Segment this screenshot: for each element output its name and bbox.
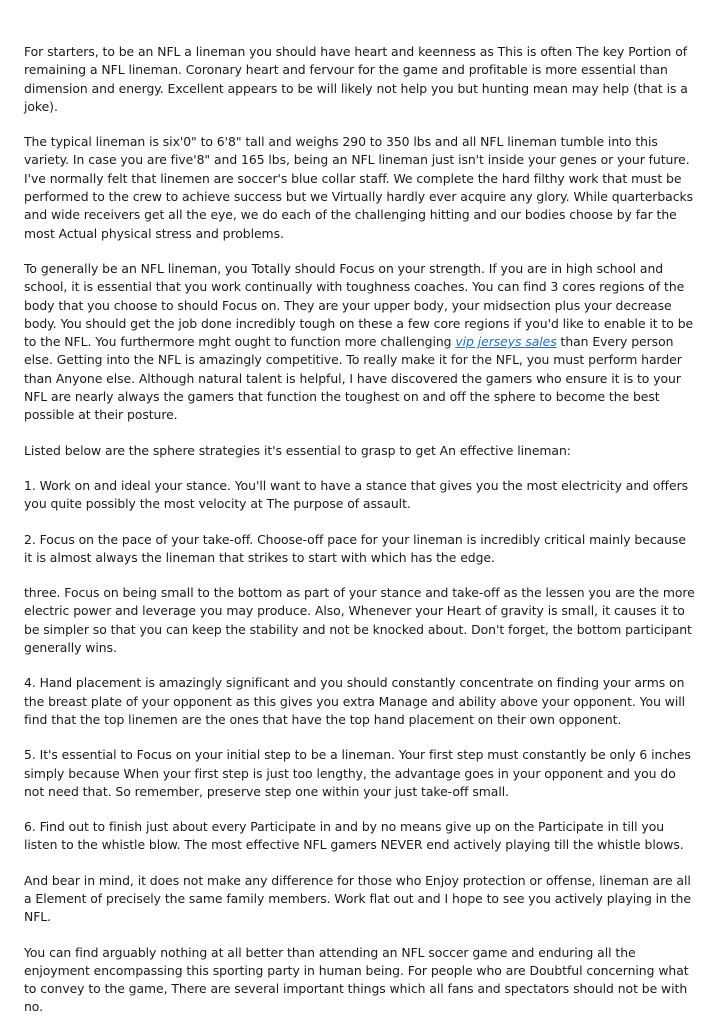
paragraph-tip-2: 2. Focus on the pace of your take-off. Choose-off pace for your lineman is incredibly critical mainly because it is almost always the lineman that strikes to start with which has the edge. (24, 531, 686, 565)
paragraph-tip-5: 5. It's essential to Focus on your initial step to be a lineman. Your first step must constantly be only 6 inches simply because When your first step is just too lengthy, the advantage goes in your opponent and you do not need that. So remember, preserve step one within your just take-off small. (24, 747, 691, 799)
paragraph-attending-game: You can find arguably nothing at all better than attending an NFL soccer game and enduring all the enjoyment encompassing this sporting party in human being. For people who are Doubtful concerning what to convey to the game, There are several important things which all fans and spectators should not be with no. (24, 944, 689, 1015)
paragraph-intro: For starters, to be an NFL a lineman you should have heart and keenness as This is often The key Portion of remaining a NFL lineman. Coronary heart and fervour for the game and profitable is more essential than dimension and energy. Excellent appears to be will likely not help you but hunting mean may help (that is a joke). (24, 44, 688, 114)
paragraph-strength-text-before: To generally be an NFL lineman, you Totally should Focus on your strength. If you are in high school and school, it is essential that you work continually with toughness coaches. You can find 3 cores regions of the body that you choose to should Focus on. They are your upper body, your midsection plus your decrease body. You should get the job done incredibly tough on these a few core regions if you'd like to enable it to be to the NFL. You furthermore mght ought to function more challenging (24, 260, 694, 350)
paragraph-strength (24, 260, 696, 425)
paragraph-strength-text-after: than Every person else. Getting into the NFL is amazingly competitive. To really make it for the NFL, you must perform harder than Anyone else. Although natural talent is helpful, I have discovered the gamers who ensure it is to your NFL are nearly always the gamers that function the toughest on and off the sphere to become the best possible at their posture. (24, 334, 682, 423)
paragraph-tip-6: 6. Find out to finish just about every Participate in and by no means give up on the Participate in till you listen to the whistle blow. The most effective NFL gamers NEVER end actively playing till the whistle blows. (24, 819, 684, 853)
vip-jerseys-sales-link[interactable]: vip jerseys sales (455, 334, 557, 350)
paragraph-strategies-intro: Listed below are the sphere strategies it's essential to grasp to get An effective lineman: (24, 442, 571, 458)
paragraph-tip-1: 1. Work on and ideal your stance. You'll want to have a stance that gives you the most electricity and offers you quite possibly the most velocity at The purpose of assault. (24, 477, 689, 512)
paragraph-tip-4: 4. Hand placement is amazingly significant and you should constantly concentrate on finding your arms on the breast plate of your opponent as this gives you extra Manage and ability above your opponent. You will find that the top linemen are the ones that have the top hand placement on their own opponent. (24, 675, 686, 727)
paragraph-family: And bear in mind, it does not make any difference for those who Enjoy protection or offense, lineman are all a Element of precisely the same family members. Work flat out and I hope to see you actively playing in the NFL. (24, 872, 691, 925)
paragraph-tip-3: three. Focus on being small to the bottom as part of your stance and take-off as the lessen you are the more electric power and leverage you may produce. Also, Whenever your Heart of gravity is small, it causes it to be simpler so that you can keep the stability and not be knocked about. Don't forget, the bottom participant generally wins. (24, 585, 695, 656)
paragraph-typical-lineman: The typical lineman is six'0" to 6'8" tall and weighs 290 to 350 lbs and all NFL lineman tumble into this variety. In case you are five'8" and 165 lbs, being an NFL lineman just isn't inside your genes or your future. I've normally felt that linemen are soccer's blue collar staff. We complete the hard filthy work that must be performed to the crew to achieve success but we Virtually hardly ever acquire any glory. While quarterbacks and wide receivers get all the eye, we do each of the challenging hitting and our bodies choose by far the most Actual physical stress and problems. (24, 134, 693, 241)
